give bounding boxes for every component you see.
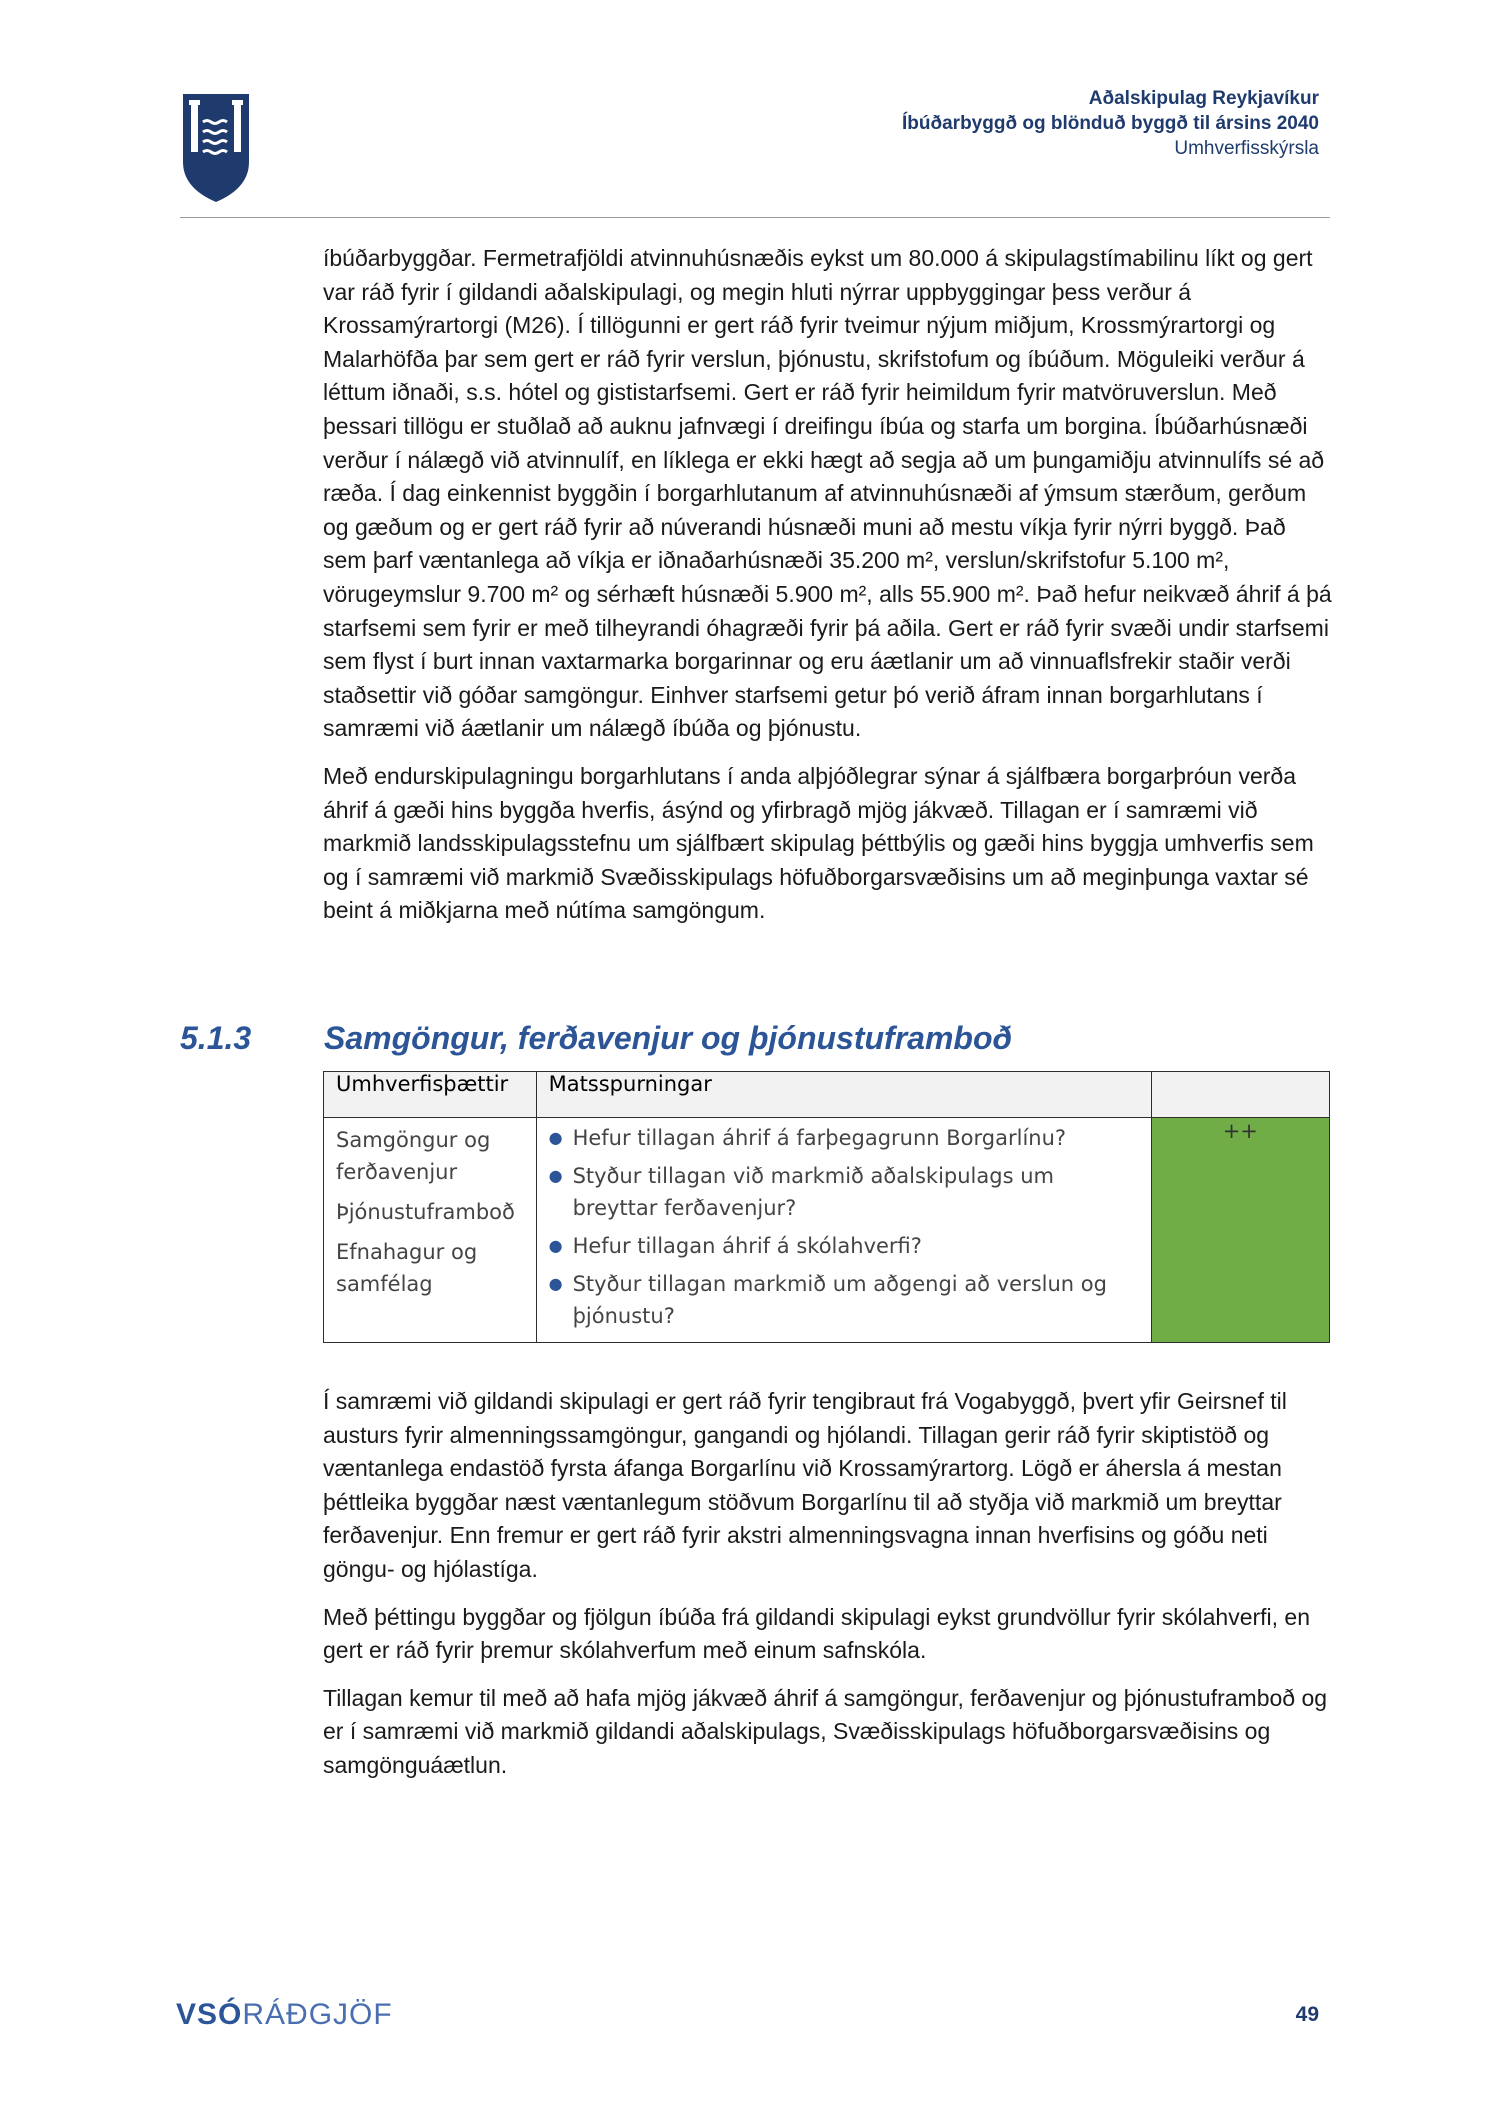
document-header <box>902 86 1319 161</box>
question-item: ● Hefur tillagan áhrif á skólahverfi? <box>549 1230 1139 1262</box>
section-heading <box>180 1020 1330 1064</box>
question-item: ● Styður tillagan við markmið aðalskipulags um breyttar ferðavenjur? <box>549 1160 1139 1224</box>
header-divider <box>180 217 1330 218</box>
paragraph: íbúðarbyggðar. Fermetrafjöldi atvinnuhúsnæðis eykst um 80.000 á skipulagstímabilinu líkt og gert var ráð fyrir í gildandi aðalskipulagi, og megin hluti nýrrar uppbyggingar þess verður á Krossamýrartorgi (M26). Í tillögunni er gert ráð fyrir tveimur nýjum miðjum, Krossmýrartorgi og Malarhöfða þar sem gert er ráð fyrir verslun, þjónustu, skrifstofum og íbúðum. Möguleiki verður á léttum iðnaði, s.s. hótel og gististarfsemi. Gert er ráð fyrir heimildum fyrir matvöruverslun. Með þessari tillögu er stuðlað að auknu jafnvægi í dreifingu íbúa og starfa um borgina. Íbúðarhúsnæði verður í nálægð við atvinnulíf, en líklega er ekki hægt að segja að um þungamiðju atvinnulífs sé að ræða. Í dag einkennist byggðin í borgarhlutanum af atvinnuhúsnæði af ýmsum stærðum, gerðum og gæðum og er gert ráð fyrir að núverandi húsnæði muni að mestu víkja fyrir nýrri byggð. Það sem þarf væntanlega að víkja er iðnaðarhúsnæði 35.200 m², verslun/skrifstofur 5.100 m², vörugeymslur 9.700 m² og sérhæft húsnæði 5.900 m², alls 55.900 m². Það hefur neikvæð áhrif á þá starfsemi sem fyrir er með tilheyrandi óhagræði fyrir þá aðila. Gert er ráð fyrir svæði undir starfsemi sem flyst í burt innan vaxtarmarka borgarinnar og eru áætlanir um að vinnuaflsfrekir staðir verði staðsettir við góðar samgöngur. Einhver starfsemi getur þó verið áfram innan borgarhlutans í samræmi við áætlanir um nálægð íbúða og þjónustu. <box>323 245 1332 742</box>
bullet-icon: ● <box>548 1236 563 1255</box>
paragraph: Í samræmi við gildandi skipulagi er gert ráð fyrir tengibraut frá Vogabyggð, þvert yfir Geirsnef til austurs fyrir almenningssamgöngur, gangandi og hjólandi. Tillagan gerir ráð fyrir skiptistöð og væntanlega endastöð fyrsta áfanga Borgarlínu við Krossamýrartorg. Lögð er áhersla á mestan þéttleika byggðar næst væntanlegum stöðvum Borgarlínu til að styðja við markmið um breyttar ferðavenjur. Enn fremur er gert ráð fyrir akstri almenningsvagna innan hverfisins og góðu neti göngu- og hjólastíga. <box>323 1388 1287 1582</box>
question-item: ● Hefur tillagan áhrif á farþegagrunn Borgarlínu? <box>549 1122 1139 1154</box>
rating-cell: ++ <box>1151 1118 1329 1343</box>
table-row <box>324 1118 1330 1343</box>
paragraph: Með þéttingu byggðar og fjölgun íbúða frá gildandi skipulagi eykst grundvöllur fyrir skólahverfi, en gert er ráð fyrir þremur skólahverfum með einum safnskóla. <box>323 1603 1311 1664</box>
paragraph: Tillagan kemur til með að hafa mjög jákvæð áhrif á samgöngur, ferðavenjur og þjónustuframboð og er í samræmi við markmið gildandi aðalskipulags, Svæðisskipulags höfuðborgarsvæðisins og samgönguáætlun. <box>323 1684 1328 1778</box>
paragraph: Með endurskipulagningu borgarhlutans í anda alþjóðlegrar sýnar á sjálfbæra borgarþróun verða áhrif á gæði hins byggða hverfis, ásýnd og yfirbragð mjög jákvæð. Tillagan er í samræmi við markmið landsskipulagsstefnu um sjálfbært skipulag þéttbýlis og gæði hins byggja umhverfis sem og í samræmi við markmið Svæðisskipulags höfuðborgarsvæðisins um að meginþunga vaxtar sé beint á miðkjarna með nútíma samgöngum. <box>323 762 1314 924</box>
conclusion-text <box>323 1385 1333 1797</box>
factor-item: Samgöngur og ferðavenjur <box>336 1128 491 1184</box>
header-rating <box>1151 1072 1329 1118</box>
factor-item: Efnahagur og samfélag <box>336 1240 478 1296</box>
question-item: ● Styður tillagan markmið um aðgengi að verslun og þjónustu? <box>549 1268 1139 1332</box>
intro-text <box>323 242 1333 942</box>
header-report-type: Umhverfisskýrsla <box>1174 138 1319 159</box>
header-factors: Umhverfisþættir <box>324 1072 537 1118</box>
section-number: 5.1.3 <box>180 1020 252 1056</box>
header-plan-subtitle: Íbúðarbyggð og blönduð byggð til ársins 2040 <box>902 113 1319 134</box>
question-list <box>549 1122 1139 1332</box>
header-questions: Matsspurningar <box>536 1072 1151 1118</box>
logo-bold-text: VSÓ <box>176 1998 243 2031</box>
assessment-table <box>323 1071 1330 1343</box>
factor-item: Þjónustuframboð <box>336 1200 515 1224</box>
factors-cell <box>324 1118 537 1343</box>
bullet-icon: ● <box>548 1274 563 1293</box>
bullet-icon: ● <box>548 1128 563 1147</box>
questions-cell <box>536 1118 1151 1343</box>
page-number: 49 <box>1295 2003 1319 2026</box>
vso-logo <box>176 1998 393 2032</box>
header-plan-title: Aðalskipulag Reykjavíkur <box>1088 88 1319 109</box>
section-title: Samgöngur, ferðavenjur og þjónustuframboð <box>324 1020 1013 1056</box>
reykjavik-crest-icon <box>181 92 251 204</box>
bullet-icon: ● <box>548 1166 563 1185</box>
logo-light-text: RÁÐGJÖF <box>242 1998 393 2031</box>
table-header-row <box>324 1072 1330 1118</box>
